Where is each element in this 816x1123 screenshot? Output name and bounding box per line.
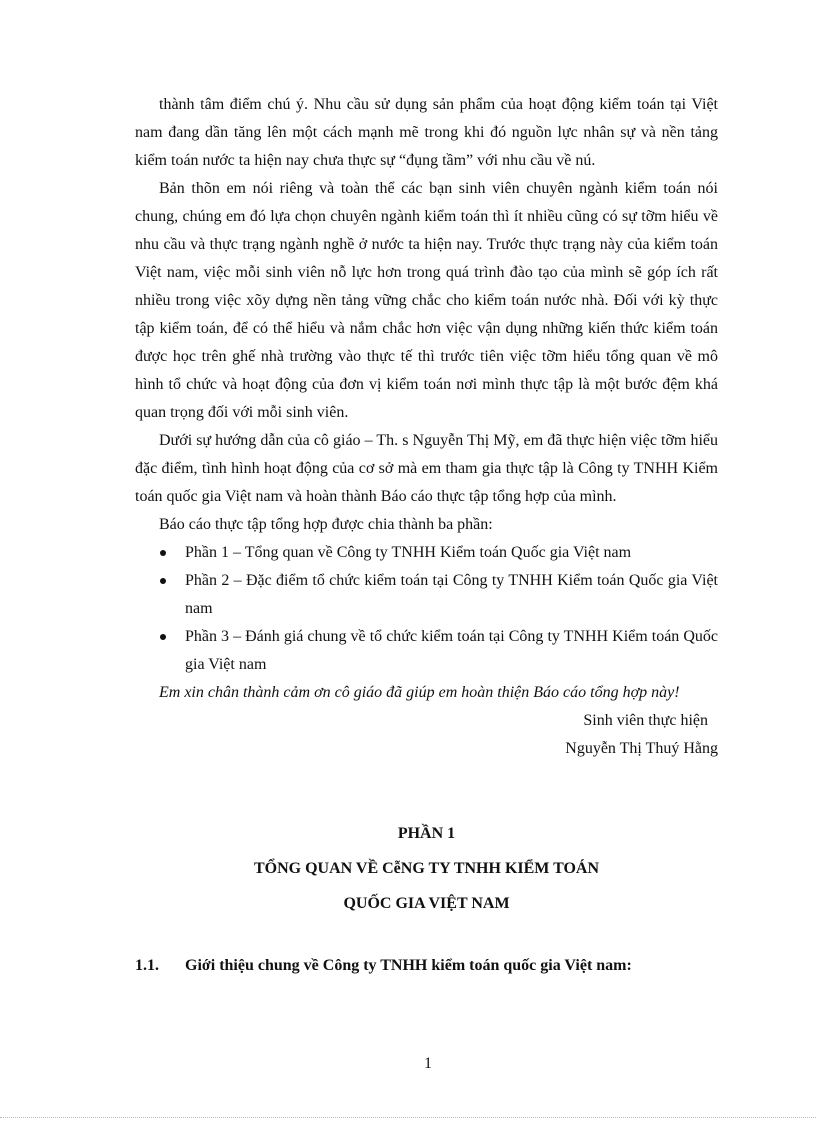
bullet-icon bbox=[160, 578, 166, 584]
paragraph-report-structure: Báo cáo thực tập tổng hợp được chia thành ba phần: bbox=[159, 516, 493, 533]
list-item bbox=[135, 539, 718, 567]
bullet-icon bbox=[160, 634, 166, 640]
body-text bbox=[135, 91, 718, 763]
section-number: 1.1. bbox=[135, 957, 159, 974]
page-number: 1 bbox=[424, 1055, 432, 1072]
report-parts-list bbox=[135, 539, 718, 679]
part-title-line-1: TỔNG QUAN VỀ CễNG TY TNHH KIỂM TOÁN bbox=[253, 860, 600, 877]
thanks-line: Em xin chân thành cảm ơn cô giáo đã giúp em hoàn thiện Báo cáo tổng hợp này! bbox=[159, 684, 680, 701]
bullet-icon bbox=[160, 550, 166, 556]
part-title-line-2: QUỐC GIA VIỆT NAM bbox=[343, 895, 510, 912]
section-title: Giới thiệu chung về Công ty TNHH kiểm toán quốc gia Việt nam: bbox=[185, 957, 632, 974]
part-label: PHẦN 1 bbox=[397, 825, 456, 842]
signature-name: Nguyễn Thị Thuý Hằng bbox=[565, 740, 718, 757]
list-item-text: Phần 2 – Đặc điểm tổ chức kiểm toán tại Công ty TNHH Kiểm toán Quốc gia Việt nam bbox=[185, 572, 718, 617]
paragraph-student-motivation: Bản thõn em nói riêng và toàn thể các bạn sinh viên chuyên ngành kiểm toán nói chung, chúng em đó lựa chọn chuyên ngành kiểm toán thì ít nhiều cũng có sự tỡm hiểu về nhu cầu và thực trạng ngành nghề ở nước ta hiện nay. Trước thực trạng này của kiểm toán Việt nam, việc mỗi sinh viên nỗ lực hơn trong quá trình đào tạo của mình sẽ góp ích rất nhiều trong việc xõy dựng nền tảng vững chắc cho kiểm toán nước nhà. Đối với kỳ thực tập kiểm toán, để có thể hiểu và nắm chắc hơn việc vận dụng những kiến thức kiểm toán được học trên ghế nhà trường vào thực tế thì trước tiên việc tỡm hiểu tổng quan về mô hình tổ chức và hoạt động của đơn vị kiểm toán nơi mình thực tập là một bước đệm khá quan trọng đối với mỗi sinh viên. bbox=[135, 180, 718, 421]
part-heading bbox=[135, 816, 718, 921]
paragraph-intro-continued: thành tâm điểm chú ý. Nhu cầu sử dụng sản phẩm của hoạt động kiểm toán tại Việt nam đang dần tăng lên một cách mạnh mẽ trong khi đó nguồn lực nhân sự và nền tảng kiểm toán nước ta hiện nay chưa thực sự “đụng tầm” với nhu cầu về nú. bbox=[135, 96, 718, 169]
list-item-text: Phần 3 – Đánh giá chung về tổ chức kiểm toán tại Công ty TNHH Kiểm toán Quốc gia Việt nam bbox=[185, 628, 718, 673]
section-heading bbox=[135, 955, 735, 977]
paragraph-guidance: Dưới sự hướng dẫn của cô giáo – Th. s Nguyễn Thị Mỹ, em đã thực hiện việc tỡm hiểu đặc điểm, tình hình hoạt động của cơ sở mà em tham gia thực tập là Công ty TNHH Kiểm toán quốc gia Việt nam và hoàn thành Báo cáo thực tập tổng hợp của mình. bbox=[135, 432, 718, 505]
list-item bbox=[135, 567, 718, 623]
page-bottom-divider bbox=[0, 1117, 816, 1118]
list-item-text: Phần 1 – Tổng quan về Công ty TNHH Kiểm toán Quốc gia Việt nam bbox=[185, 544, 632, 561]
list-item bbox=[135, 623, 718, 679]
signature-role: Sinh viên thực hiện bbox=[583, 712, 708, 729]
